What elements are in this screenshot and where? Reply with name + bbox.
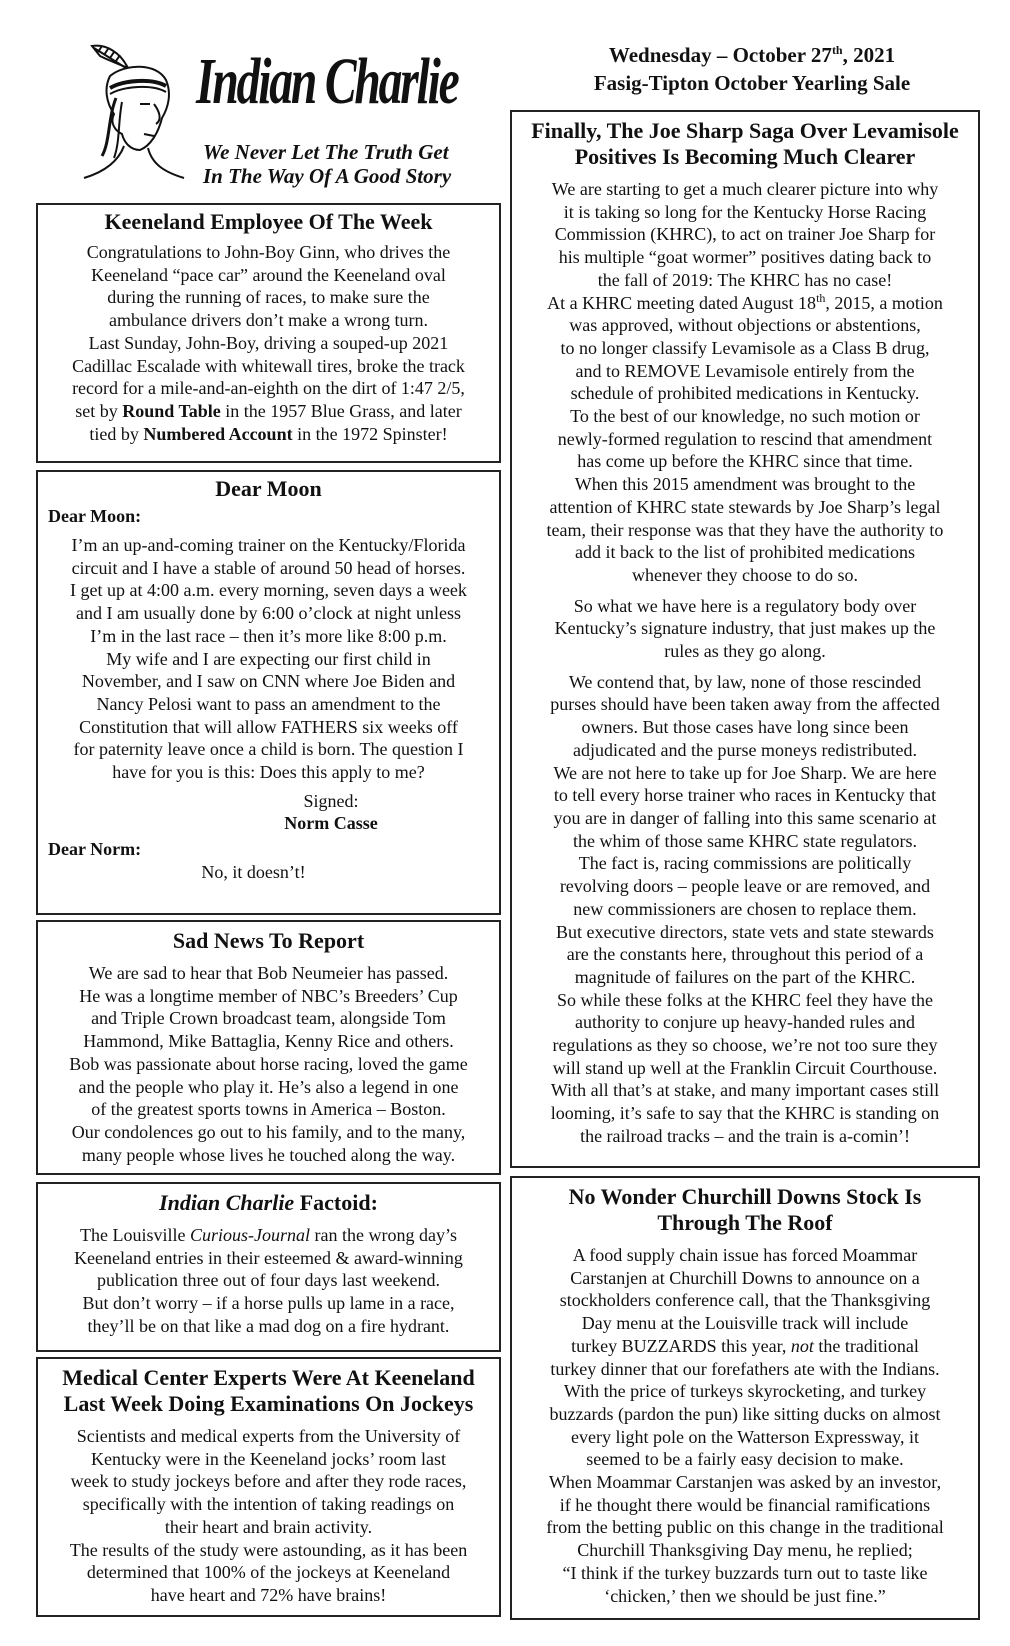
sale-name: Fasig-Tipton October Yearling Sale [593,71,911,95]
issue-date: Wednesday – October 27th, 2021 [608,43,896,67]
letter-salutation: Dear Moon: [48,506,142,526]
masthead-tagline: We Never Let The Truth Get In The Way Of A Good Story [203,140,452,188]
article-title: Dear Moon [215,476,322,501]
article-title: Keeneland Employee Of The Week [104,209,433,234]
article-paragraph-1: We are starting to get a much clearer picture into why it is taking so long for the Kentucky Horse Racing Commission (KHRC), to act on trainer Joe Sharp for his multiple “goat wormer” positives dating back to the fall of 2019: The KHRC has no case! At a KHRC meeting dated August 18th, 2015, a motion was approved, without objections or abstentions, to no longer classify Levamisole as a Class B drug, and to REMOVE Levamisole entirely from the schedule of prohibited medications in Kentucky. To the best of our knowledge, no such motion or newly-formed regulation to rescind that amendment has come up before the KHRC since that time. When this 2015 amendment was brought to the attention of KHRC state stewards by Joe Sharp’s legal team, their response was that they have the authority to add it back to the list of prohibited medications whenever they choose to do so. [546,179,944,585]
reply-body: No, it doesn’t! [201,862,306,883]
article-body: Scientists and medical experts from the University of Kentucky were in the Keeneland jocks’ room last week to study jockeys before and after they rode races, specifically with the intention of taking readings on their heart and brain activity. The results of the study were astounding, as it has been determined that 100% of the jockeys at Keeneland have heart and 72% have brains! [69,1426,468,1605]
article-paragraph-3: We contend that, by law, none of those rescinded purses should have been taken away from the affected owners. But those cases have long since been adjudicated and the purse moneys redistributed. We are not here to take up for Joe Sharp. We are here to tell every horse trainer who races in Kentucky that you are in danger of falling into this same scenario at the whim of those same KHRC state regulators. The fact is, racing commissions are politically revolving doors – people leave or are removed, and new commissioners are chosen to replace them. But executive directors, state vets and state stewards are the constants here, throughout this period of a magnitude of failures on the part of the KHRC. So while these folks at the KHRC feel they have the authority to conjure up heavy-handed rules and regulations as they so choose, we’re not too sure they will stand up well at the Franklin Circuit Courthouse. With all that’s at stake, and many important cases still looming, it’s safe to say that the KHRC is standing on the railroad tracks – and the train is a-comin’! [550,671,940,1146]
article-body: Congratulations to John-Boy Ginn, who drives the Keeneland “pace car” around the Keeneland oval during the running of races, to make sure the ambulance drivers don’t make a wrong turn. Last Sunday, John-Boy, driving a souped-up 2021 Cadillac Escalade with whitewall tires, broke the track record for a mile-and-an-eighth on the dirt of 1:47 2/5, set by Round Table in the 1957 Blue Grass, and later tied by Numbered Account in the 1972 Spinster! [72,242,465,444]
medical-experts-article [36,1357,501,1617]
employee-of-week-article [36,203,501,463]
article-paragraph-2: So what we have here is a regulatory body over Kentucky’s signature industry, that just makes up the rules as they go along. [554,595,936,662]
article-body: We are sad to hear that Bob Neumeier has passed. He was a longtime member of NBC’s Breeders’ Cup and Triple Crown broadcast team, alongside Tom Hammond, Mike Battaglia, Kenny Rice and others. Bob was passionate about horse racing, loved the game and the people who play it. He’s also a legend in one of the greatest sports towns in America – Boston. Our condolences go out to his family, and to the many, many people whose lives he touched along the way. [69,963,468,1165]
letter-body: I’m an up-and-coming trainer on the Kentucky/Florida circuit and I have a stable of around 50 head of horses. I get up at 4:00 a.m. every morning, seven days a week and I am usually done by 6:00 o’clock at night unless I’m in the last race – then it’s more like 8:00 p.m. My wife and I are expecting our first child in November, and I saw on CNN where Joe Biden and Nancy Pelosi want to pass an amendment to the Constitution that will allow FATHERS six weeks off for paternity leave once a child is born. The question I have for you is this: Does this apply to me? [70,535,467,783]
article-title: Finally, The Joe Sharp Saga Over Levamisole Positives Is Becoming Much Clearer [531,118,959,169]
factoid-article [36,1182,501,1352]
article-body: A food supply chain issue has forced Moammar Carstanjen at Churchill Downs to announce on a stockholders conference call, that the Thanksgiving Day menu at the Louisville track will include turkey BUZZARDS this year, not the traditional turkey dinner that our forefathers ate with the Indians. With the price of turkeys skyrocketing, and turkey buzzards (pardon the pun) like sitting ducks on almost every light pole on the Watterson Expressway, it seemed to be a fairly easy decision to make. When Moammar Carstanjen was asked by an investor, if he thought there would be financial ramifications from the betting public on this change in the traditional Churchill Thanksgiving Day menu, he replied; “I think if the turkey buzzards turn out to taste like ‘chicken,’ then we should be just fine.” [546,1245,944,1606]
dear-moon-column [36,470,501,915]
reply-salutation: Dear Norm: [48,839,142,860]
signed-label: Signed: [303,790,359,811]
article-title: Medical Center Experts Were At Keeneland Last Week Doing Examinations On Jockeys [62,1365,475,1416]
signed-name: Norm Casse [284,813,378,834]
masthead-title: Indian Charlie [196,45,458,118]
churchill-downs-article [510,1176,980,1620]
sad-news-article [36,920,501,1175]
article-title: Indian Charlie Factoid: [159,1190,378,1215]
joe-sharp-article [510,110,980,1168]
article-title: No Wonder Churchill Downs Stock Is Through The Roof [568,1184,922,1235]
article-title: Sad News To Report [172,928,365,953]
article-body: The Louisville Curious-Journal ran the wrong day’s Keeneland entries in their esteemed & award-winning publication three out of four days last weekend. But don’t worry – if a horse pulls up lame in a race, they’ll be on that like a mad dog on a fire hydrant. [74,1225,463,1336]
